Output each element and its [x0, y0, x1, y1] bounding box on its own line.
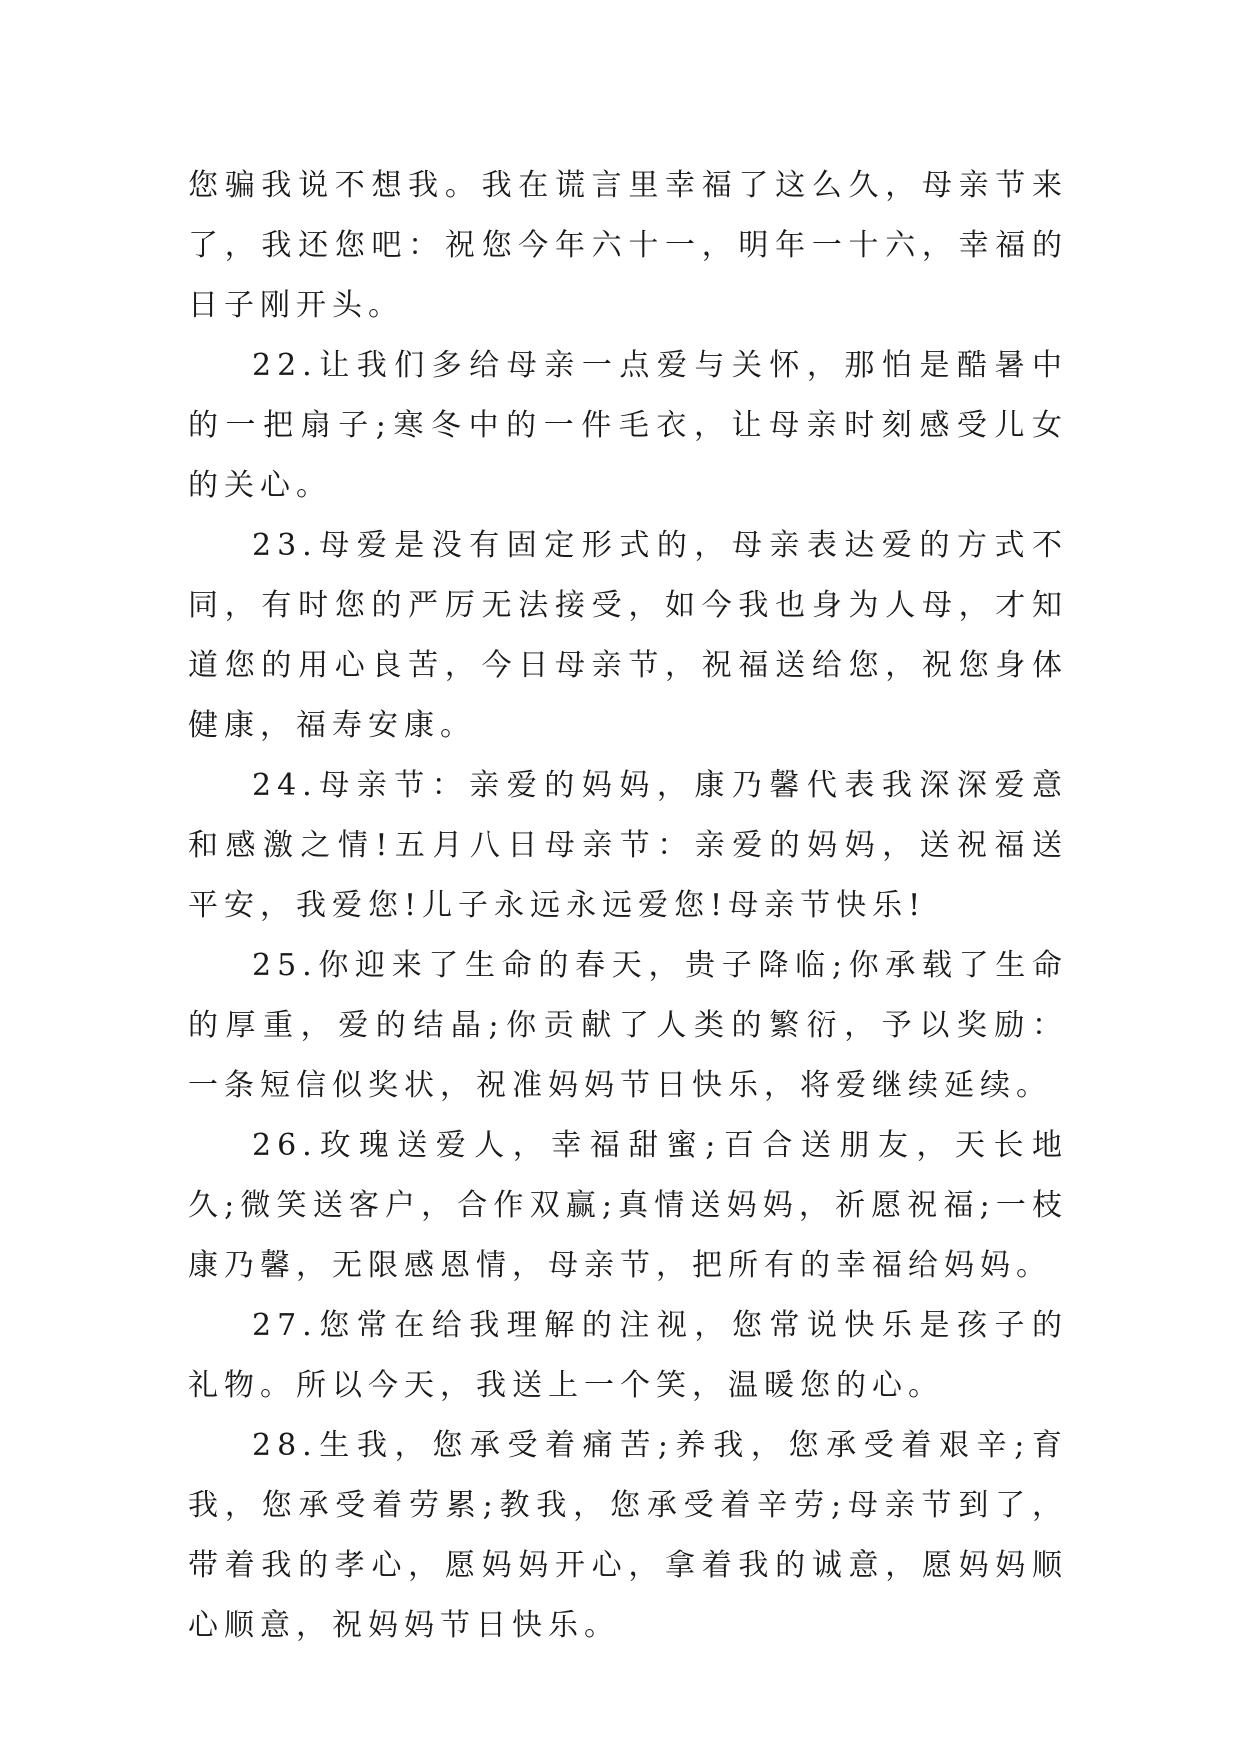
paragraph-24: 24.母亲节：亲爱的妈妈，康乃馨代表我深深爱意和感激之情!五月八日母亲节：亲爱的妈妈，送祝福送平安，我爱您!儿子永远永远爱您!母亲节快乐!	[188, 768, 1068, 923]
paragraph-continuation: 您骗我说不想我。我在谎言里幸福了这么久，母亲节来了，我还您吧：祝您今年六十一，明年一十六，幸福的日子刚开头。	[188, 168, 1068, 323]
document-body	[188, 156, 1068, 1656]
paragraph-25: 25.你迎来了生命的春天，贵子降临;你承载了生命的厚重，爱的结晶;你贡献了人类的繁衍，予以奖励：一条短信似奖状，祝准妈妈节日快乐，将爱继续延续。	[188, 948, 1068, 1103]
paragraph-28: 28.生我，您承受着痛苦;养我，您承受着艰辛;育我，您承受着劳累;教我，您承受着辛劳;母亲节到了，带着我的孝心，愿妈妈开心，拿着我的诚意，愿妈妈顺心顺意，祝妈妈节日快乐。	[188, 1428, 1068, 1643]
paragraph-23: 23.母爱是没有固定形式的，母亲表达爱的方式不同，有时您的严厉无法接受，如今我也身为人母，才知道您的用心良苦，今日母亲节，祝福送给您，祝您身体健康，福寿安康。	[188, 528, 1068, 743]
paragraph-26: 26.玫瑰送爱人，幸福甜蜜;百合送朋友，天长地久;微笑送客户，合作双赢;真情送妈妈，祈愿祝福;一枝康乃馨，无限感恩情，母亲节，把所有的幸福给妈妈。	[188, 1128, 1068, 1283]
paragraph-27: 27.您常在给我理解的注视，您常说快乐是孩子的礼物。所以今天，我送上一个笑，温暖您的心。	[188, 1308, 1068, 1403]
paragraph-22: 22.让我们多给母亲一点爱与关怀，那怕是酷暑中的一把扇子;寒冬中的一件毛衣，让母亲时刻感受儿女的关心。	[188, 348, 1068, 503]
